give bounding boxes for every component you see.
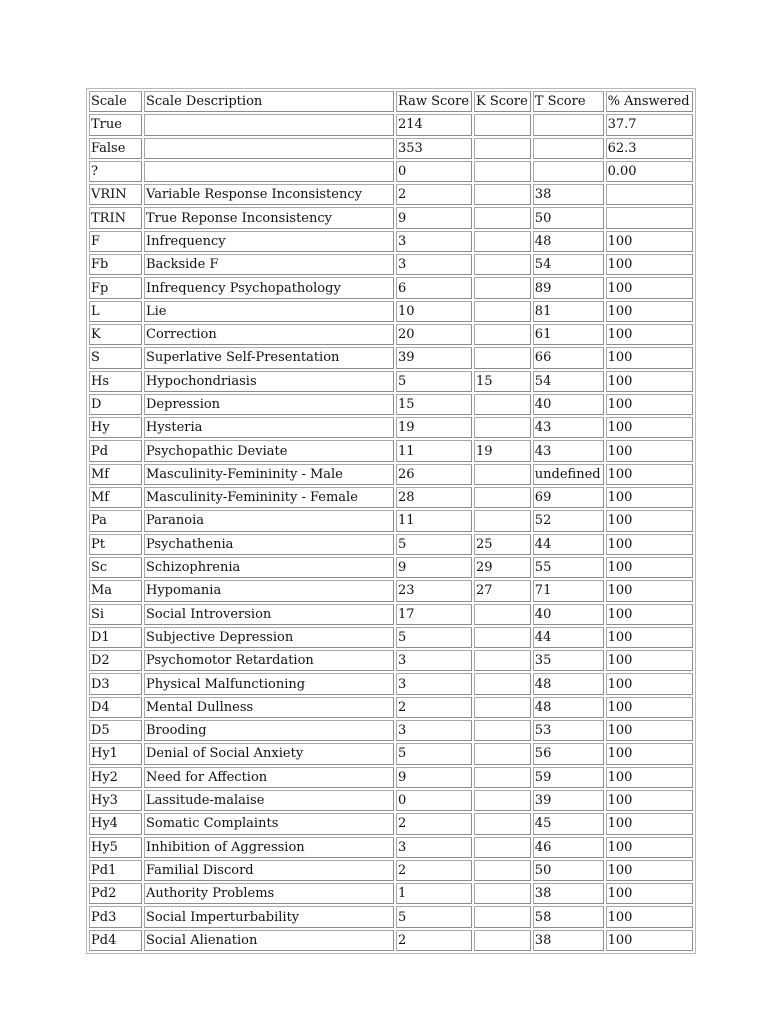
- cell-k-score: 25: [474, 534, 531, 555]
- cell-description: Infrequency Psychopathology: [144, 277, 394, 298]
- table-row: [89, 440, 693, 461]
- cell-scale: Pd3: [89, 906, 142, 927]
- cell-k-score: [474, 837, 531, 858]
- table-row: [89, 697, 693, 718]
- cell-scale: D4: [89, 697, 142, 718]
- cell-t-score: 69: [533, 487, 604, 508]
- cell-raw-score: 6: [396, 277, 472, 298]
- cell-percent-answered: 100: [606, 883, 693, 904]
- cell-k-score: [474, 743, 531, 764]
- cell-raw-score: 9: [396, 557, 472, 578]
- cell-scale: Si: [89, 604, 142, 625]
- cell-scale: Pd4: [89, 930, 142, 951]
- cell-percent-answered: 100: [606, 767, 693, 788]
- header-raw-score: Raw Score: [396, 91, 472, 112]
- cell-k-score: [474, 394, 531, 415]
- cell-t-score: [533, 138, 604, 159]
- table-row: [89, 207, 693, 228]
- cell-description: [144, 138, 394, 159]
- cell-scale: VRIN: [89, 184, 142, 205]
- cell-percent-answered: 62.3: [606, 138, 693, 159]
- cell-description: Subjective Depression: [144, 627, 394, 648]
- cell-k-score: [474, 254, 531, 275]
- cell-description: Masculinity-Femininity - Female: [144, 487, 394, 508]
- cell-description: Masculinity-Femininity - Male: [144, 464, 394, 485]
- cell-k-score: [474, 184, 531, 205]
- cell-description: Depression: [144, 394, 394, 415]
- cell-t-score: 38: [533, 184, 604, 205]
- cell-t-score: 44: [533, 627, 604, 648]
- table-row: [89, 837, 693, 858]
- cell-percent-answered: 100: [606, 440, 693, 461]
- cell-t-score: 66: [533, 347, 604, 368]
- table-row: [89, 604, 693, 625]
- cell-description: Psychomotor Retardation: [144, 650, 394, 671]
- cell-t-score: 48: [533, 231, 604, 252]
- cell-description: Psychopathic Deviate: [144, 440, 394, 461]
- cell-raw-score: 353: [396, 138, 472, 159]
- cell-raw-score: 5: [396, 371, 472, 392]
- cell-percent-answered: 100: [606, 347, 693, 368]
- cell-description: Lie: [144, 301, 394, 322]
- cell-raw-score: 5: [396, 534, 472, 555]
- cell-percent-answered: 100: [606, 487, 693, 508]
- cell-scale: Sc: [89, 557, 142, 578]
- cell-scale: Pt: [89, 534, 142, 555]
- table-row: [89, 417, 693, 438]
- cell-raw-score: 0: [396, 161, 472, 182]
- cell-k-score: [474, 231, 531, 252]
- cell-raw-score: 3: [396, 231, 472, 252]
- cell-raw-score: 3: [396, 673, 472, 694]
- table-row: [89, 254, 693, 275]
- table-row: [89, 324, 693, 345]
- cell-scale: ?: [89, 161, 142, 182]
- cell-scale: Pd1: [89, 860, 142, 881]
- cell-k-score: [474, 813, 531, 834]
- cell-percent-answered: 37.7: [606, 114, 693, 135]
- cell-scale: L: [89, 301, 142, 322]
- cell-raw-score: 28: [396, 487, 472, 508]
- cell-percent-answered: 100: [606, 720, 693, 741]
- table-row: [89, 394, 693, 415]
- cell-k-score: [474, 277, 531, 298]
- table-row: [89, 138, 693, 159]
- cell-scale: Hy1: [89, 743, 142, 764]
- cell-raw-score: 26: [396, 464, 472, 485]
- cell-raw-score: 5: [396, 627, 472, 648]
- cell-raw-score: 3: [396, 720, 472, 741]
- table-row: [89, 743, 693, 764]
- cell-description: Somatic Complaints: [144, 813, 394, 834]
- cell-t-score: [533, 114, 604, 135]
- table-body: [89, 91, 693, 951]
- table-row: [89, 487, 693, 508]
- cell-description: Variable Response Inconsistency: [144, 184, 394, 205]
- header-k-score: K Score: [474, 91, 531, 112]
- cell-k-score: [474, 650, 531, 671]
- cell-description: Psychathenia: [144, 534, 394, 555]
- cell-t-score: 54: [533, 254, 604, 275]
- cell-percent-answered: 100: [606, 580, 693, 601]
- cell-scale: D3: [89, 673, 142, 694]
- cell-t-score: 54: [533, 371, 604, 392]
- cell-description: Schizophrenia: [144, 557, 394, 578]
- cell-k-score: [474, 673, 531, 694]
- cell-t-score: 50: [533, 860, 604, 881]
- cell-k-score: [474, 697, 531, 718]
- cell-t-score: 89: [533, 277, 604, 298]
- cell-t-score: 55: [533, 557, 604, 578]
- cell-scale: F: [89, 231, 142, 252]
- cell-t-score: 35: [533, 650, 604, 671]
- table-row: [89, 301, 693, 322]
- cell-percent-answered: 100: [606, 906, 693, 927]
- cell-scale: Fp: [89, 277, 142, 298]
- cell-description: Hypochondriasis: [144, 371, 394, 392]
- cell-t-score: 50: [533, 207, 604, 228]
- cell-t-score: 81: [533, 301, 604, 322]
- table-row: [89, 557, 693, 578]
- cell-k-score: 29: [474, 557, 531, 578]
- cell-scale: Hy4: [89, 813, 142, 834]
- table-row: [89, 510, 693, 531]
- cell-t-score: 46: [533, 837, 604, 858]
- cell-description: Hypomania: [144, 580, 394, 601]
- cell-description: Brooding: [144, 720, 394, 741]
- cell-description: Lassitude-malaise: [144, 790, 394, 811]
- cell-k-score: [474, 510, 531, 531]
- cell-raw-score: 9: [396, 767, 472, 788]
- cell-scale: TRIN: [89, 207, 142, 228]
- cell-raw-score: 2: [396, 697, 472, 718]
- cell-raw-score: 2: [396, 860, 472, 881]
- cell-description: Need for Affection: [144, 767, 394, 788]
- cell-scale: Hy3: [89, 790, 142, 811]
- cell-raw-score: 214: [396, 114, 472, 135]
- cell-raw-score: 5: [396, 906, 472, 927]
- cell-scale: Pd2: [89, 883, 142, 904]
- table-row: [89, 580, 693, 601]
- cell-percent-answered: 100: [606, 254, 693, 275]
- cell-raw-score: 17: [396, 604, 472, 625]
- cell-percent-answered: 100: [606, 790, 693, 811]
- cell-raw-score: 2: [396, 930, 472, 951]
- cell-scale: D2: [89, 650, 142, 671]
- cell-percent-answered: [606, 184, 693, 205]
- cell-t-score: 71: [533, 580, 604, 601]
- cell-k-score: [474, 138, 531, 159]
- header-row: [89, 91, 693, 112]
- table-row: [89, 813, 693, 834]
- cell-k-score: [474, 207, 531, 228]
- table-row: [89, 930, 693, 951]
- cell-description: Denial of Social Anxiety: [144, 743, 394, 764]
- header-scale: Scale: [89, 91, 142, 112]
- cell-t-score: 53: [533, 720, 604, 741]
- cell-k-score: [474, 720, 531, 741]
- cell-raw-score: 10: [396, 301, 472, 322]
- cell-k-score: [474, 767, 531, 788]
- cell-k-score: [474, 417, 531, 438]
- cell-percent-answered: 100: [606, 813, 693, 834]
- table-row: [89, 767, 693, 788]
- cell-scale: D5: [89, 720, 142, 741]
- cell-percent-answered: 100: [606, 301, 693, 322]
- cell-description: Correction: [144, 324, 394, 345]
- cell-raw-score: 23: [396, 580, 472, 601]
- cell-t-score: 40: [533, 394, 604, 415]
- cell-raw-score: 0: [396, 790, 472, 811]
- cell-t-score: 43: [533, 440, 604, 461]
- cell-scale: S: [89, 347, 142, 368]
- cell-k-score: [474, 790, 531, 811]
- cell-raw-score: 2: [396, 813, 472, 834]
- cell-scale: Hy5: [89, 837, 142, 858]
- cell-raw-score: 15: [396, 394, 472, 415]
- table-row: [89, 883, 693, 904]
- cell-percent-answered: 100: [606, 673, 693, 694]
- table-row: [89, 720, 693, 741]
- cell-description: True Reponse Inconsistency: [144, 207, 394, 228]
- cell-t-score: 52: [533, 510, 604, 531]
- cell-raw-score: 3: [396, 650, 472, 671]
- cell-description: Inhibition of Aggression: [144, 837, 394, 858]
- cell-scale: D1: [89, 627, 142, 648]
- table-row: [89, 673, 693, 694]
- cell-raw-score: 5: [396, 743, 472, 764]
- cell-description: Mental Dullness: [144, 697, 394, 718]
- cell-percent-answered: 100: [606, 464, 693, 485]
- cell-k-score: 27: [474, 580, 531, 601]
- cell-description: Hysteria: [144, 417, 394, 438]
- cell-t-score: 39: [533, 790, 604, 811]
- cell-t-score: 40: [533, 604, 604, 625]
- cell-percent-answered: [606, 207, 693, 228]
- cell-k-score: [474, 930, 531, 951]
- cell-raw-score: 2: [396, 184, 472, 205]
- cell-scale: Pa: [89, 510, 142, 531]
- cell-t-score: 38: [533, 930, 604, 951]
- cell-percent-answered: 100: [606, 743, 693, 764]
- cell-scale: K: [89, 324, 142, 345]
- cell-raw-score: 11: [396, 510, 472, 531]
- table-row: [89, 627, 693, 648]
- cell-t-score: 61: [533, 324, 604, 345]
- cell-k-score: [474, 627, 531, 648]
- table-row: [89, 184, 693, 205]
- cell-description: Physical Malfunctioning: [144, 673, 394, 694]
- cell-percent-answered: 100: [606, 604, 693, 625]
- cell-percent-answered: 100: [606, 837, 693, 858]
- table-row: [89, 161, 693, 182]
- cell-scale: Fb: [89, 254, 142, 275]
- cell-t-score: undefined: [533, 464, 604, 485]
- cell-percent-answered: 100: [606, 417, 693, 438]
- cell-k-score: [474, 324, 531, 345]
- cell-percent-answered: 100: [606, 231, 693, 252]
- cell-description: [144, 161, 394, 182]
- table-row: [89, 347, 693, 368]
- cell-k-score: [474, 487, 531, 508]
- cell-scale: Hy2: [89, 767, 142, 788]
- cell-description: Backside F: [144, 254, 394, 275]
- cell-t-score: 56: [533, 743, 604, 764]
- cell-t-score: 59: [533, 767, 604, 788]
- cell-description: Authority Problems: [144, 883, 394, 904]
- table-row: [89, 114, 693, 135]
- cell-percent-answered: 100: [606, 557, 693, 578]
- header-t-score: T Score: [533, 91, 604, 112]
- cell-percent-answered: 100: [606, 650, 693, 671]
- cell-k-score: [474, 114, 531, 135]
- cell-raw-score: 3: [396, 837, 472, 858]
- cell-raw-score: 3: [396, 254, 472, 275]
- cell-t-score: 48: [533, 697, 604, 718]
- cell-raw-score: 9: [396, 207, 472, 228]
- table-row: [89, 464, 693, 485]
- cell-percent-answered: 100: [606, 627, 693, 648]
- cell-raw-score: 1: [396, 883, 472, 904]
- cell-percent-answered: 100: [606, 394, 693, 415]
- cell-raw-score: 39: [396, 347, 472, 368]
- cell-scale: Mf: [89, 464, 142, 485]
- cell-t-score: 58: [533, 906, 604, 927]
- table-row: [89, 371, 693, 392]
- cell-description: Infrequency: [144, 231, 394, 252]
- cell-description: Paranoia: [144, 510, 394, 531]
- header-description: Scale Description: [144, 91, 394, 112]
- cell-t-score: 48: [533, 673, 604, 694]
- cell-k-score: [474, 464, 531, 485]
- cell-scale: False: [89, 138, 142, 159]
- cell-k-score: [474, 161, 531, 182]
- cell-t-score: [533, 161, 604, 182]
- cell-description: [144, 114, 394, 135]
- cell-raw-score: 11: [396, 440, 472, 461]
- cell-description: Social Imperturbability: [144, 906, 394, 927]
- cell-t-score: 44: [533, 534, 604, 555]
- cell-scale: Hs: [89, 371, 142, 392]
- cell-percent-answered: 100: [606, 371, 693, 392]
- cell-k-score: 15: [474, 371, 531, 392]
- table-row: [89, 534, 693, 555]
- cell-percent-answered: 100: [606, 697, 693, 718]
- table-row: [89, 231, 693, 252]
- table-row: [89, 860, 693, 881]
- cell-k-score: 19: [474, 440, 531, 461]
- cell-t-score: 43: [533, 417, 604, 438]
- cell-k-score: [474, 604, 531, 625]
- mmpi-score-table: [86, 88, 696, 954]
- table-row: [89, 790, 693, 811]
- cell-scale: Hy: [89, 417, 142, 438]
- cell-k-score: [474, 860, 531, 881]
- cell-t-score: 45: [533, 813, 604, 834]
- cell-description: Familial Discord: [144, 860, 394, 881]
- cell-k-score: [474, 883, 531, 904]
- cell-k-score: [474, 347, 531, 368]
- cell-k-score: [474, 906, 531, 927]
- table-row: [89, 650, 693, 671]
- cell-description: Social Introversion: [144, 604, 394, 625]
- cell-k-score: [474, 301, 531, 322]
- cell-percent-answered: 0.00: [606, 161, 693, 182]
- cell-raw-score: 19: [396, 417, 472, 438]
- cell-raw-score: 20: [396, 324, 472, 345]
- cell-percent-answered: 100: [606, 277, 693, 298]
- cell-percent-answered: 100: [606, 324, 693, 345]
- cell-scale: Pd: [89, 440, 142, 461]
- table-row: [89, 277, 693, 298]
- cell-percent-answered: 100: [606, 534, 693, 555]
- cell-scale: Ma: [89, 580, 142, 601]
- cell-percent-answered: 100: [606, 860, 693, 881]
- cell-description: Superlative Self-Presentation: [144, 347, 394, 368]
- table-row: [89, 906, 693, 927]
- cell-percent-answered: 100: [606, 930, 693, 951]
- cell-t-score: 38: [533, 883, 604, 904]
- cell-scale: D: [89, 394, 142, 415]
- cell-scale: True: [89, 114, 142, 135]
- cell-description: Social Alienation: [144, 930, 394, 951]
- cell-scale: Mf: [89, 487, 142, 508]
- cell-percent-answered: 100: [606, 510, 693, 531]
- header-percent-answered: % Answered: [606, 91, 693, 112]
